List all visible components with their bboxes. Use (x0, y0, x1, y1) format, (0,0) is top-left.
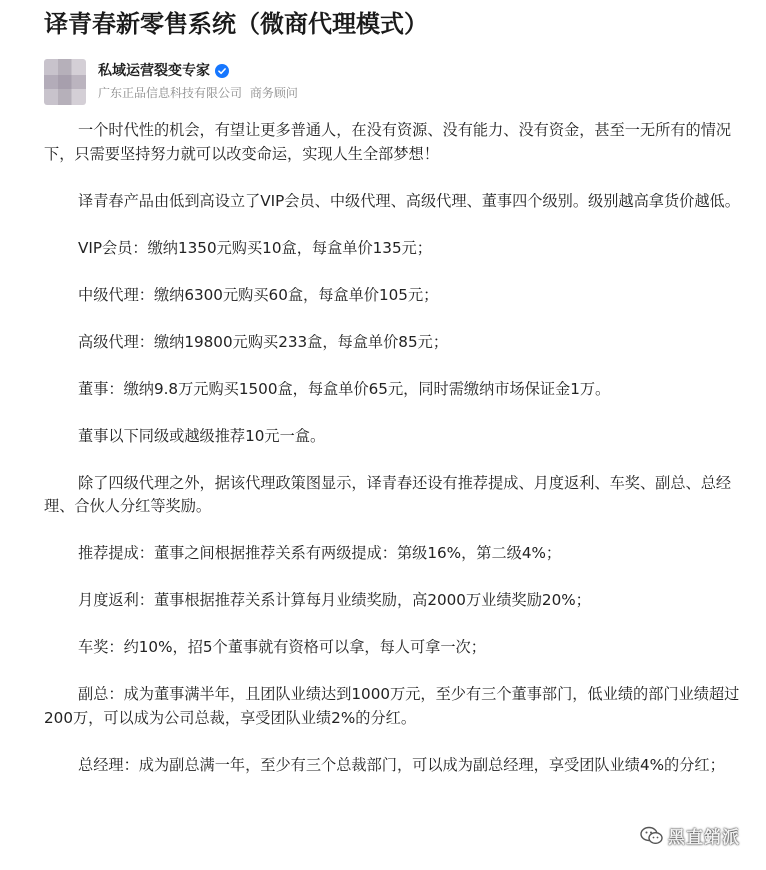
author-role: 商务顾问 (249, 86, 298, 100)
paragraph: 一个时代性的机会，有望让更多普通人，在没有资源、没有能力、没有资金，甚至一无所有的情况下，只需要坚持努力就可以改变命运，实现人生全部梦想！ (44, 121, 732, 163)
author-name-row (98, 61, 298, 81)
paragraph: 除了四级代理之外，据该代理政策图显示，译青春还设有推荐提成、月度返利、车奖、副总、总经理、合伙人分红等奖励。 (44, 473, 732, 515)
author-meta (98, 61, 298, 103)
avatar[interactable] (44, 59, 86, 105)
author-company: 广东正品信息科技有限公司 (98, 86, 243, 100)
paragraph: 董事：缴纳9.8万元购买1500盒，每盒单价65元，同时需缴纳市场保证金1万。 (78, 379, 611, 398)
author-name[interactable]: 私域运营裂变专家 (98, 63, 210, 79)
paragraph: 月度返利：董事根据推荐关系计算每月业绩奖励，高2000万业绩奖励20%； (78, 591, 591, 609)
article-body (44, 119, 744, 801)
paragraph: 副总：成为董事满半年，且团队业绩达到1000万元，至少有三个董事部门，低业绩的部门业绩超过200万，可以成为公司总裁，享受团队业绩2%的分红。 (44, 685, 740, 727)
watermark (640, 823, 740, 848)
verified-badge-icon (215, 64, 229, 78)
paragraph: 车奖：约10%，招5个董事就有资格可以拿，每人可拿一次； (78, 638, 486, 656)
article-title: 译青春新零售系统（微商代理模式） (44, 10, 428, 38)
paragraph: 高级代理：缴纳19800元购买233盒，每盒单价85元； (78, 332, 449, 351)
author-block[interactable] (44, 58, 298, 106)
paragraph: VIP会员：缴纳1350元购买10盒，每盒单价135元； (78, 238, 432, 257)
paragraph: 董事以下同级或越级推荐10元一盒。 (78, 426, 326, 445)
paragraph: 推荐提成：董事之间根据推荐关系有两级提成：第级16%，第二级4%； (78, 544, 562, 562)
author-subtitle (98, 83, 298, 103)
paragraph: 总经理：成为副总满一年，至少有三个总裁部门，可以成为副总经理，享受团队业绩4%的分红； (78, 755, 725, 774)
watermark-text: 黑直銷派 (668, 828, 740, 848)
paragraph: 译青春产品由低到高设立了VIP会员、中级代理、高级代理、董事四个级别。级别越高拿货价越低。 (78, 191, 740, 210)
paragraph: 中级代理：缴纳6300元购买60盒，每盒单价105元； (78, 285, 439, 304)
wechat-icon (640, 826, 664, 846)
